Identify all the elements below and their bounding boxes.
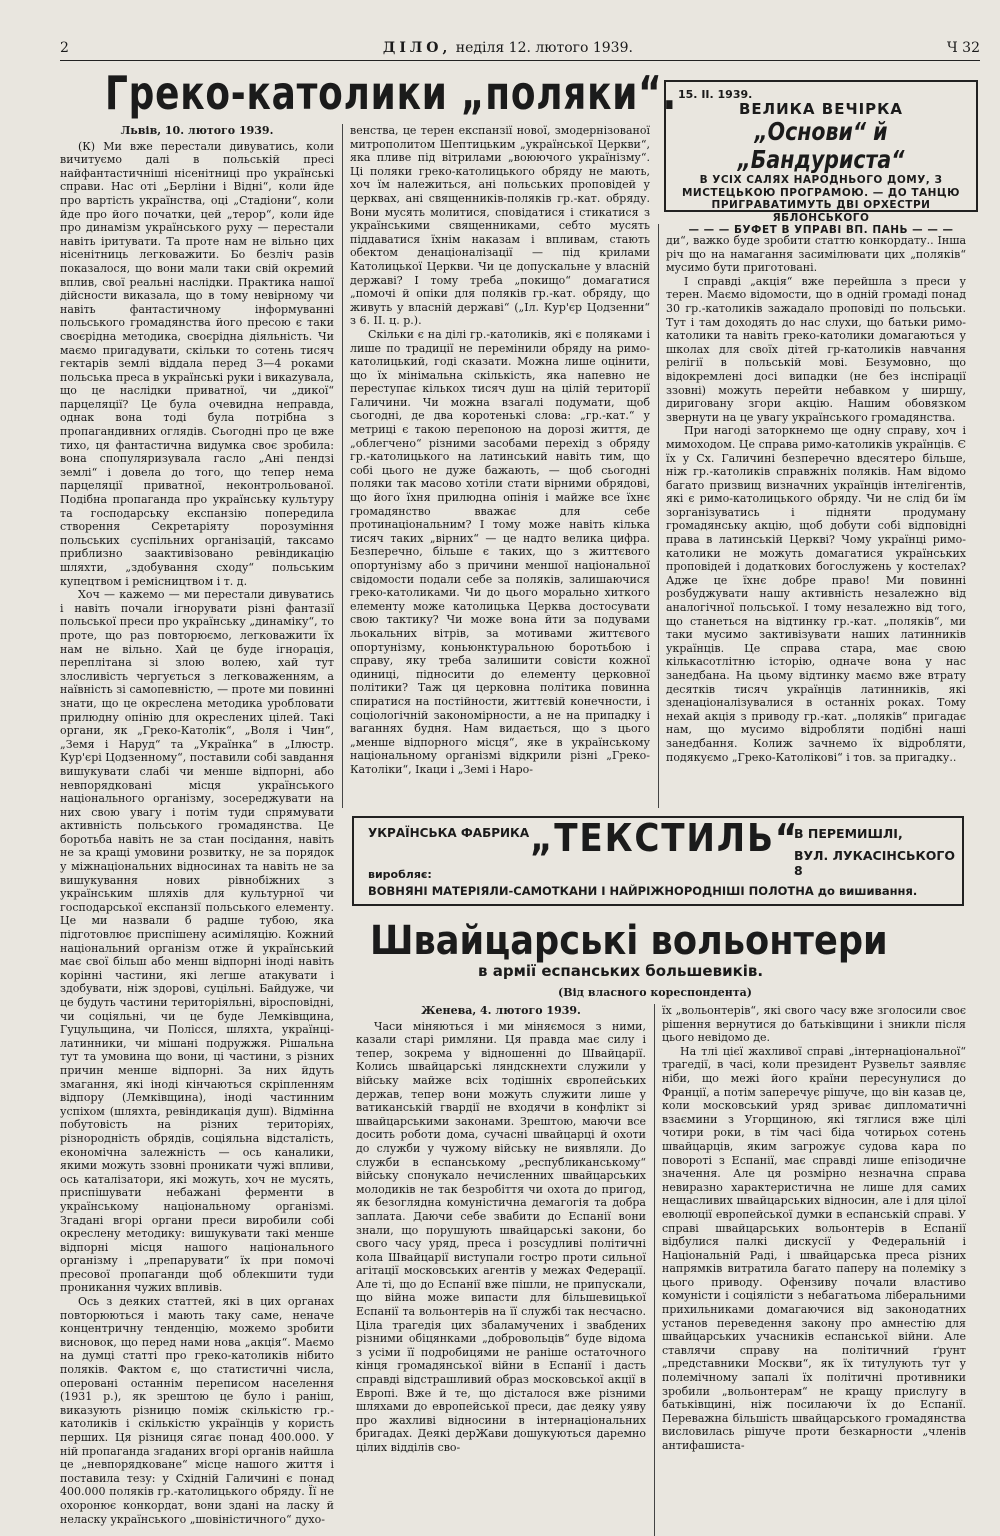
newspaper-name: ДІЛО, bbox=[382, 40, 452, 56]
article2-dateline: Женева, 4. лютого 1939. bbox=[421, 1004, 581, 1017]
issue-date: неділя 12. лютого 1939. bbox=[455, 40, 633, 56]
advert-products: ВОВНЯНІ МАТЕРІЯЛИ-САМОТКАНИ І НАЙРІЖНОРОДНІШІ ПОЛОТНА до вишивання. bbox=[368, 884, 918, 898]
article1-col1-para: Ось з деяких статтей, які в цих органах повторюються і мають таку саме, неначе концентричну тенденцію, можемо зробити висновок, що перед нами нова „акція“. Маємо на думці статті про греко-католиків нібито поляків. Фактом є, що статистичні числа, оперовані останнім переписом населення (1931 р.), як зрештою це було і раніш, виказують різницю поміж скількістю гр.-католиків і скількістю українців у користь перших. Ця різниця сягає понад 400.000. У ній пропаганда згаданих вгорі органів найшла це „невпорядковане“ місце нашого життя і поставила тезу: у Східній Галичині є понад 400.000 поляків гр.-католицького обряду. Її не охоронює конкордат, вони здані на ласку й неласку українського „шовіністичного“ духо- bbox=[60, 1295, 334, 1526]
article2-title: Швайцарські вольонтери bbox=[370, 918, 888, 964]
article1-col2-para: Скільки є на ділі гр.-католиків, які є поляками і лише по традиції не перемінили обряду на римо-католицький, годі сказати. Можна лише оцінити, що їх мінімальна скількість, яка напевно не переступає кількох тисяч душ на цілій території Галичини. Чи можна взагалі подумати, щоб сьогодні, де два коротенькі слова: „гр.-кат.“ у метриці є такою перепоною на дорозі життя, де „облегчено“ різними засобами перехід з обряду гр.-католицького на латинський навіть тим, що собі цього не дуже бажають, — щоб сьогодні поляки так масово хотіли стати вірними обрядові, що його їхня прилюдна опінія і майже все їхнє громадянство вважає для себе протинаціональним? І тому може навіть кілька тисяч таких „вірних“ — це надто велика цифра. Безперечно, більше є таких, що з життєвого опортунізму або з причини меншої національної свідомости подали себе за поляків, залишаючися греко-католиками. Чи до цього морально хиткого елементу може католицька Церква достосувати свою тактику? Чи може вона йти за подувами льокальних вітрів, за мотивами життєвого опортунізму, коньюнктуральною боротьбою і справу, яку треба залишити совісти кожної одиниці, підносити до елементу церковної політики? Таж ця церковна політика повинна спиратися на постійности, життєвій конечности, і соціологічній закономірности, а не на припадку і ваганнях будня. Нам видається, що з цього „менше відпорного місця“, яке в українському національному організмі відкрили різні „Греко-Католіки“, Ікаци і „Земі і Наро- bbox=[350, 327, 650, 776]
column-separator bbox=[658, 224, 659, 808]
article2-column-2 bbox=[662, 1004, 966, 1536]
event-details: В УСІХ САЛЯХ НАРОДНЬОГО ДОМУ, З МИСТЕЦЬКОЮ ПРОГРАМОЮ. — ДО ТАНЦЮ ПРИГРАВАТИМУТЬ ДВІ ОРХЕСТРИ ЯБЛОНСЬКОГО bbox=[681, 174, 960, 224]
textile-factory-advert bbox=[352, 816, 964, 906]
article1-col3-para: ди“, важко буде зробити статтю конкордату.. Інша річ що на намагання засимілювати цих „поляків“ мусимо бути приготовані. bbox=[666, 234, 966, 275]
advert-city: В ПЕРЕМИШЛІ, bbox=[794, 826, 903, 841]
column-separator bbox=[342, 124, 343, 808]
event-date: 15. II. 1939. bbox=[678, 88, 753, 101]
article2-column-1 bbox=[356, 1004, 646, 1536]
column-separator bbox=[654, 1004, 655, 1536]
advert-brand: „ТЕКСТИЛЬ“ bbox=[530, 816, 800, 860]
advert-produces-label: виробляє: bbox=[368, 868, 432, 881]
header-rule bbox=[60, 60, 980, 61]
event-buffet: — — — БУФЕТ В УПРАВІ ВП. ПАНЬ — — — bbox=[688, 224, 954, 236]
article1-col2-para: венства, це терен експанзії нової, змодернізованої митрополитом Шептицьким „української Церкви“, яка пливе під вітрилами „воюючого українізму“. Ці поляки греко-католицького обряду не мають, хоч їм належиться, ані польських проповідей у церквах, ані священників-поляків гр.-кат. обряду. Вони мусять молитися, сповідатися і стикатися з українськими священниками, себто мусять піддаватися їхнім наказам і впливам, стають обектом денаціоналізації — під крилами Католицької Церкви. Чи це допускальне у власній державі? І тому треба „покищо“ домагатися „помочі й опіки для поляків гр.-кат. обряду, що живуть у власній державі“ („Іл. Кур'єр Цодзенни“ з 6. II. ц. р.). bbox=[350, 124, 650, 328]
article2-col2-para: На тлі цієї жахливої справі „інтернаціональної“ трагедії, в часі, коли президент Рузвельт заявляє ніби, що межі його країни пересунулися до Франції, а потім заперечує рішуче, що він казав це, коли московський уряд зриває дипломатичні взаємини з Угорщиною, які тяглися вже цілі чотири роки, в тім часі біда чотирьох сотень швайцарців, яким загрожує судова кара по повороті з Еспанії, має справді лише епізодичне значення. Але ця розмірно незначна справа невиразно характеристична не лише для самих нещасливих швайцарських відносин, але і для цілої еволюції европейської думки в еспанській справі. У справі швайцарських вольонтерів в Еспанії відбулися палкі дискусії у Федеральній і Національній Раді, і швайцарська преса різних напрямків витратила багато паперу на полеміку з цього приводу. Офензиву почали властиво комуністи і соціялісти з небагатьома ліберальними прихильниками домагаючися від законодатних установ переведення закону про амнестію для швайцарських учасників еспанської війни. Але ставлячи справу на політичний ґрунт „представники Москви“, як їх титулують тут у полемічному запалі їх політичні противники зробили „вольонтерам“ не кращу прислугу в батьківщині, ніж посилаючи їх до Еспанії. Переважна більшість швайцарського громадянства висловилась рішуче проти безкарности „членів антифашиста- bbox=[662, 1044, 966, 1452]
article2-col2-para: їх „вольонтерів“, які свого часу вже зголосили своє рішення вернутися до батьківщини і зникли після цього невідомо де. bbox=[662, 1004, 966, 1045]
article2-col1-para: Часи міняються і ми міняємося з ними, казали старі римляни. Ця правда має силу і тепер, зокрема у відношенні до Швайцарії. Колись швайцарські ляндскнехти служили у війську майже всіх тодішніх європейських держав, тепер вони можуть служити лише у ватиканській гвардії не входячи в конфлікт зі швайцарськими законами. Зрештою, маючи все досить роботи дома, сучасні швайцарці й охоти до служби у чужому війську не виявляли. До служби в еспанському „республиканському“ війську спонукало нечисленних швайцарських молодиків не так безробіття чи охота до пригод, як безоглядна комуністична демагогія та добра заплата. Даючи себе звабити до Еспанії вони знали, що порушують швайцарські закони, бо свого часу уряд, преса і розсудливі політичні кола Швайцарії виступали гостро проти сильної агітації московських агентів у межах Федерації. Але ті, що до Еспанії вже пішли, не припускали, що війна може випасти для більшевицької Еспанії та вольонтерів на її службі так несчасно. Ціла трагедія цих збаламучених і звабдених різними обіцянками „добровольців“ буде відома з усіми її подробицями не раніше остаточного кінця громадянської війни в Еспанії і дасть справді відстрашливий образ московської акції в Европі. Вже й те, що дісталося вже різними шляхами до европейської преси, дає деяку уяву про жахливі відносини в інтернаціональних бригадах. Деякі дерЖави дошукуються даремно цілих відділів сво- bbox=[356, 1019, 646, 1454]
article2-byline: (Від власного кореспондента) bbox=[558, 986, 752, 999]
article1-dateline: Львів, 10. лютого 1939. bbox=[120, 124, 274, 137]
running-header bbox=[60, 38, 980, 58]
article1-column-3 bbox=[666, 234, 966, 810]
article1-col3-para: І справді „акція“ вже перейшла з преси у терен. Маємо відомости, що в одній громаді понад 30 гр.-католиків зажадало проповіді по польськи. Тут і там доходять до нас слухи, що батьки римо-католики та навіть греко-католики домагаються у школах для своїх дітей гр-католиків навчання релігії в польській мові. Безумовно, що відокремлені досі випадки (не без інспірації ззовні) можуть перейти небавком у ширшу, дириговану згори акцію. Нашим обовязком звернути на це увагу українського громадянства. bbox=[666, 274, 966, 424]
advert-factory-label: УКРАЇНСЬКА ФАБРИКА bbox=[368, 826, 530, 840]
article1-column-2 bbox=[350, 124, 650, 808]
article1-col3-para: При нагоді заторкнемо ще одну справу, хоч і мимоходом. Це справа римо-католиків українців. Є їх у Сх. Галичині безперечно вдесятеро більше, ніж гр.-католиків справжніх поляків. Нам відомо багато призвищ визначних українців інтелігентів, які є римо-католицького обряду. Чи не слід би їм зорганізуватись і підняти продуману громадянську акцію, щоб добути собі відповідні права в латинській Церкві? Чому українці римо-католики не можуть домагатися українських проповідей і додаткових богослужень у костелах? Адже це їхнє добре право! Ми повинні розбуджувати нашу активність незалежно від аналогічної польської. І тому незалежно від того, що станеться на відтинку гр.-кат. „поляків“, ми таки мусимо зактивізувати наших латинників українців. Це справа стара, має свою кількасотлітню історію, одначе вона у нас занедбана. На цьому відтинку маємо вже втрату десятків тисяч українців латинників, які зденаціоналізувалися в останніх роках. Тому нехай акція з приводу гр.-кат. „поляків“ пригадає нам, що мусимо відробляти подібні наші занедбання. Колиж зачнемо їх відробляти, подякуємо „Греко-Католікові“ і тов. за пригадку.. bbox=[666, 424, 966, 764]
event-heading: ВЕЛИКА ВЕЧІРКА bbox=[738, 100, 904, 118]
issue-number: Ч 32 bbox=[946, 40, 980, 56]
article1-title: Греко-католики „поляки“. bbox=[105, 66, 677, 120]
event-title: „Основи“ й „Бандуриста“ bbox=[737, 117, 905, 174]
article2-subtitle: в армії еспанських большевиків. bbox=[478, 962, 764, 980]
article1-column-1 bbox=[60, 124, 334, 1536]
article1-col1-para: Хоч — кажемо — ми перестали дивуватись і навіть почали ігнорувати різні фантазії польської преси про українську „динаміку“, то проте, що раз повторюємо, легковажити їх нам не вільно. Хай це буде ігнорація, переплітана зі злою волею, хай тут злосливість чергується з легковаженням, а наївність зі самопевністю, — проте ми повинні знати, що це окреслена методика уробловати прилюдну опінію для окреслених цілей. Такі органи, як „Греко-Католік“, „Воля і Чин“, „Земя і Нарyд“ та „Українка“ в „Ілюстр. Кур'єрі Цодзенному“, поставили собі завдання вишукувати слабі чи менше відпорні, або невпорядковані місця українського національного організму, зосереджувати на них свою увагу і потім туди спрямувати активність польського громадянства. Це боротьба навіть не за стан посідання, навіть не за кращі умовини розвитку, не за порядок у міжнаціональних відносинах та навіть не за вишукування нових рівнобіжних з українським шляхів для культурної чи господарської експанзії польського елементу. Це ми назвали б радше тубою, яка підготовлює приспішену асиміляцію. Кожний національний організм отже й український має свої більш або менш відпорні іноді навіть корінні частини, які легше атакувати і здобувати, ніж здорові, суцільні. Байдуже, чи це будуть частини територіяльні, віросповідні, чи соціяльні, чи це буде Лемківщина, Гуцульщина, чи Полісся, шляхта, українці-латинники, чи мішані подружжя. Рішальна тут та умовина що вони, ці частини, з різних причин менше відпорні. За них йдуть змагання, які іноді кінчаються скріпленням відпору (Лемківщина), іноді частинним успіхом (шляхта, ревіндикація душ). Відмінна побутовість на різних територіях, різнородність обрядів, соціяльна відсталість, економічна залежність — ось каналики, якими можуть ззовні проникати чужі впливи, ось каталізатори, які можуть, хоч не мусять, приспішувати небажані ферменти в українському національному організмі. Згадані вгорі органи преси виробили собі окреслену методику: вишукувати такі менше відпорні місця нашого національного організму і „препарувати“ їх при помочі пресової пропаганди щоб облекшити туди проникання чужих впливів. bbox=[60, 588, 334, 1295]
article1-col1-para: (К) Ми вже перестали дивуватись, коли вичитуємо далі в польській пресі найфантастичніші нісенітниці про українські справи. Нас оті „Берліни і Відні“, коли йде про вартість українства, оці „Стадіони“, коли йде про його початки, цей „терор“, коли йде про динамізм українського руху — перестали навіть іритувати. Та проте нам не вільно цих нісенітниць легковажити. Бо безліч разів показалося, що вони мали таки свій окремий вплив, свої реальні наслідки. Практика нашої дійсности виказала, що в тому невірному чи навіть фантастичному інформуванні польського громадянства його пресою є таки своєрідна методика, своєрідна діяльність. Чи маємо пригадувати, скільки то сотень тисяч гектарів землі віддала перед 3—4 роками польська преса в українські руки і викazувала, що це наслідки приватної, чи „дикої“ парцеляції? Це була очевидна неправда, однак вона тоді була потрібна з пропагандивних оглядів. Сьогодні про це вже тихо, ця фантастична видумка своє зробила: вона спопуляризувала гасло „Ані пендзі землі“ і довела до того, що тепер нема парцеляції приватної, неконтрольованої. Подібна пропаганда про українську культуру та господарську експанзію попередила створення Секретаріяту порозуміння польських суспільних організацій, таксамо приблизно заактивізовано ревіндикацію шляхти, „здобування сходу“ польським купецтвом і ремісництвом і т. д. bbox=[60, 139, 334, 588]
evening-event-advert bbox=[664, 80, 978, 236]
advert-street: ВУЛ. ЛУКАСІНСЬКОГО 8 bbox=[794, 848, 955, 878]
page-number: 2 bbox=[60, 40, 69, 56]
